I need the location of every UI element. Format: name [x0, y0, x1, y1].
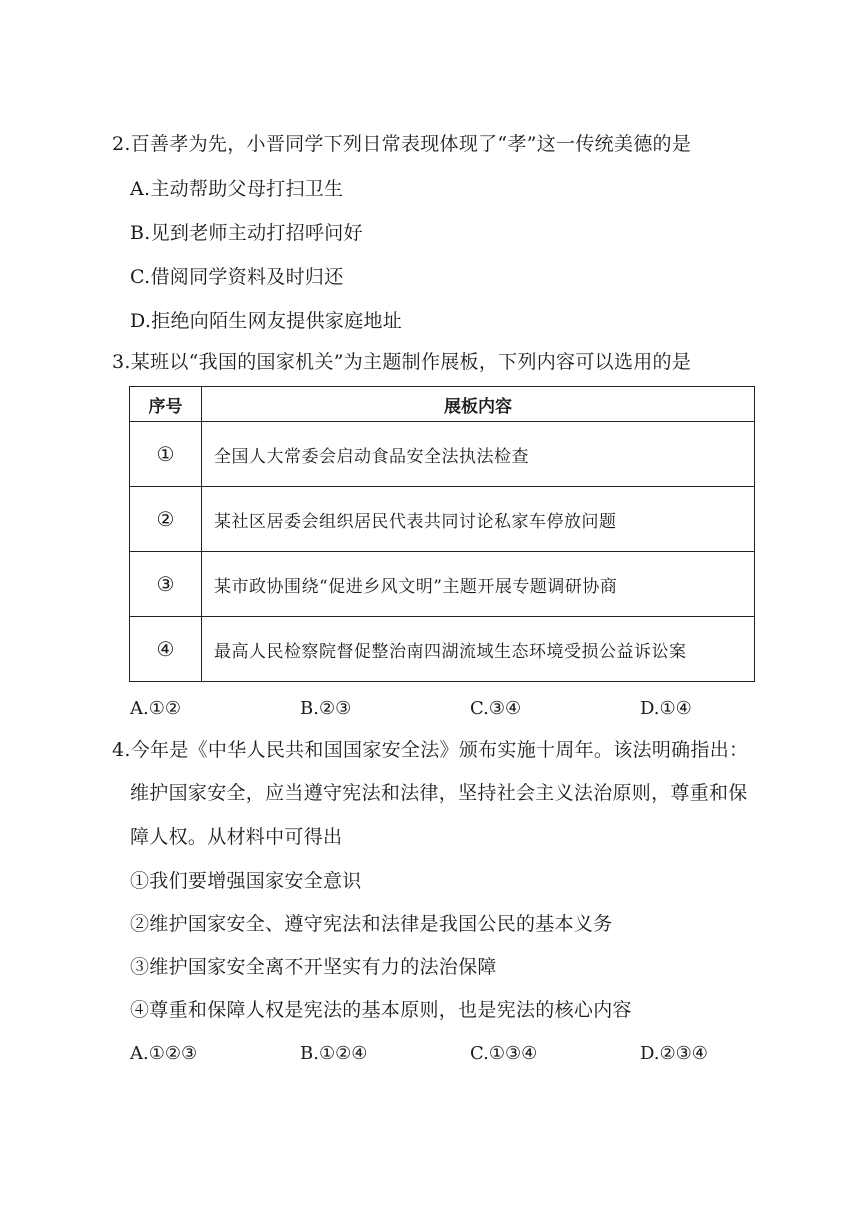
table-row — [130, 552, 755, 617]
row-num: ① — [130, 422, 202, 487]
table-row — [130, 487, 755, 552]
q4-statement-4: ④尊重和保障人权是宪法的基本原则，也是宪法的核心内容 — [130, 999, 632, 1021]
q4-stem-line-1: 4.今年是《中华人民共和国国家安全法》颁布实施十周年。该法明确指出： — [112, 739, 749, 761]
q3-stem: 3.某班以“我国的国家机关”为主题制作展板，下列内容可以选用的是 — [112, 351, 692, 373]
q2-option-c: C.借阅同学资料及时归还 — [130, 266, 344, 288]
q3-choice-b: B.②③ — [300, 698, 352, 719]
q3-choice-a: A.①② — [130, 698, 181, 719]
q4-statement-2: ②维护国家安全、遵守宪法和法律是我国公民的基本义务 — [130, 913, 613, 935]
row-content: 最高人民检察院督促整治南四湖流域生态环境受损公益诉讼案 — [202, 617, 755, 682]
q2-option-d: D.拒绝向陌生网友提供家庭地址 — [130, 310, 403, 332]
row-content: 某社区居委会组织居民代表共同讨论私家车停放问题 — [202, 487, 755, 552]
row-content: 某市政协围绕“促进乡风文明”主题开展专题调研协商 — [202, 552, 755, 617]
q3-choice-c: C.③④ — [470, 698, 522, 719]
q4-stem-line-3: 障人权。从材料中可得出 — [130, 826, 343, 848]
table-header-row — [130, 387, 755, 422]
q4-statement-1: ①我们要增强国家安全意识 — [130, 870, 362, 892]
q4-choice-d: D.②③④ — [640, 1043, 708, 1064]
table-row — [130, 422, 755, 487]
q4-choice-b: B.①②④ — [300, 1043, 368, 1064]
q2-option-a: A.主动帮助父母打扫卫生 — [130, 178, 344, 200]
table-row — [130, 617, 755, 682]
row-num: ④ — [130, 617, 202, 682]
q3-board-table — [129, 386, 755, 682]
row-content: 全国人大常委会启动食品安全法执法检查 — [202, 422, 755, 487]
q4-choice-c: C.①③④ — [470, 1043, 538, 1064]
q3-choice-d: D.①④ — [640, 698, 692, 719]
table-header-content: 展板内容 — [202, 387, 755, 422]
q4-statement-3: ③维护国家安全离不开坚实有力的法治保障 — [130, 956, 497, 978]
q2-option-b: B.见到老师主动打招呼问好 — [130, 222, 363, 244]
row-num: ② — [130, 487, 202, 552]
table-header-num: 序号 — [130, 387, 202, 422]
row-num: ③ — [130, 552, 202, 617]
q4-stem-line-2: 维护国家安全，应当遵守宪法和法律，坚持社会主义法治原则，尊重和保 — [130, 782, 748, 804]
q4-choice-a: A.①②③ — [130, 1043, 198, 1064]
q2-stem: 2.百善孝为先，小晋同学下列日常表现体现了“孝”这一传统美德的是 — [112, 133, 692, 155]
